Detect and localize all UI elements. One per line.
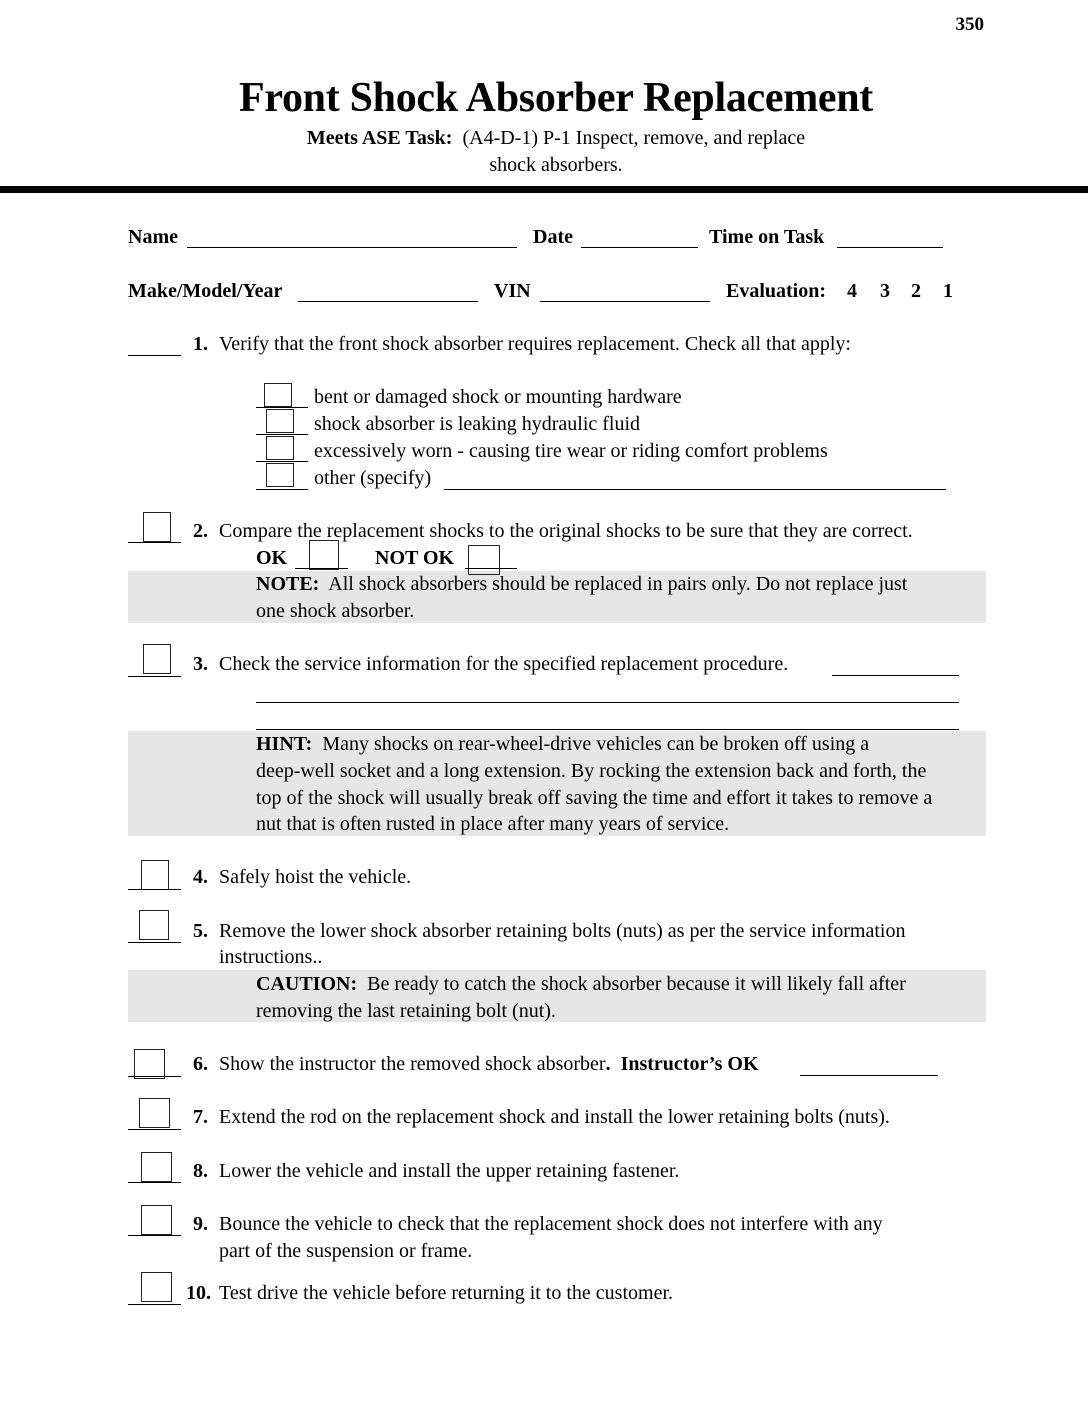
option-underline [256, 489, 308, 490]
evaluation-score-1[interactable]: 1 [943, 280, 953, 302]
procedure-field-line-3[interactable] [256, 729, 959, 730]
make-model-year-label: Make/Model/Year [128, 280, 283, 302]
option-label: excessively worn - causing tire wear or riding comfort problems [314, 440, 828, 462]
caution-text [256, 973, 906, 996]
option-underline [256, 434, 308, 435]
step-4-checkbox[interactable] [141, 860, 169, 890]
step-10-checkbox[interactable] [141, 1272, 172, 1302]
step-10-number: 10. [186, 1282, 211, 1304]
step-7-number: 7. [193, 1106, 208, 1128]
instructor-ok-field[interactable] [800, 1075, 938, 1076]
step-1-blank[interactable] [128, 355, 181, 356]
option-label: bent or damaged shock or mounting hardware [314, 386, 682, 408]
step-6-number: 6. [193, 1053, 208, 1075]
step-5-underline [128, 942, 181, 943]
step-9-underline [128, 1235, 181, 1236]
caution-line: Be ready to catch the shock absorber because it will likely fall after [367, 973, 906, 995]
ase-task [0, 125, 1088, 179]
option-underline [256, 407, 308, 408]
evaluation-score-2[interactable]: 2 [911, 280, 921, 302]
option-label: other (specify) [314, 467, 432, 489]
hint-line: nut that is often rusted in place after many years of service. [256, 813, 730, 835]
step-4-text: Safely hoist the vehicle. [219, 866, 412, 888]
hint-text [256, 733, 869, 756]
step-10-text: Test drive the vehicle before returning it to the customer. [219, 1282, 674, 1304]
step-2-number: 2. [193, 520, 208, 542]
step-8-text: Lower the vehicle and install the upper retaining fastener. [219, 1160, 680, 1182]
hint-line: deep-well socket and a long extension. By rocking the extension back and forth, the [256, 760, 927, 782]
note-text-2: one shock absorber. [256, 600, 415, 622]
ase-task-text: (A4-D-1) P-1 Inspect, remove, and replace [462, 127, 806, 149]
step-8-underline [128, 1182, 181, 1183]
step-3-text: Check the service information for the specified replacement procedure. [219, 653, 789, 675]
page-number: 350 [955, 14, 984, 35]
ok-label: OK [256, 547, 288, 569]
option-underline [256, 461, 308, 462]
hint-line: Many shocks on rear-wheel-drive vehicles can be broken off using a [322, 733, 870, 755]
step-7-text: Extend the rod on the replacement shock and install the lower retaining bolts (nuts). [219, 1106, 890, 1128]
option-label: shock absorber is leaking hydraulic fluid [314, 413, 641, 435]
page-title: Front Shock Absorber Replacement [239, 75, 873, 121]
option-checkbox[interactable] [264, 383, 292, 407]
time-on-task-field[interactable] [837, 247, 943, 248]
instructor-ok-label: Instructor’s OK [620, 1053, 759, 1075]
note-text [256, 573, 907, 596]
time-on-task-label: Time on Task [709, 226, 825, 248]
step-5-number: 5. [193, 920, 208, 942]
step-1-text: Verify that the front shock absorber requires replacement. Check all that apply: [219, 333, 851, 355]
name-label: Name [128, 226, 178, 248]
step-3-number: 3. [193, 653, 208, 675]
step-6-text-main: Show the instructor the removed shock absorber [219, 1053, 606, 1075]
step-8-checkbox[interactable] [141, 1152, 172, 1182]
step-8-number: 8. [193, 1160, 208, 1182]
ok-checkbox[interactable] [309, 540, 339, 570]
note-line: All shock absorbers should be replaced in pairs only. Do not replace just [328, 573, 908, 595]
step-2-text: Compare the replacement shocks to the original shocks to be sure that they are correct. [219, 520, 913, 542]
hint-label: HINT: [256, 733, 313, 755]
step-10-underline [128, 1304, 181, 1305]
step-6-underline [128, 1076, 181, 1077]
step-5-checkbox[interactable] [139, 910, 169, 940]
step-6-checkbox[interactable] [134, 1049, 165, 1079]
step-2-underline [128, 542, 181, 543]
note-label: NOTE: [256, 573, 320, 595]
not-ok-label: NOT OK [375, 547, 455, 569]
other-specify-field[interactable] [444, 489, 946, 490]
date-field[interactable] [581, 247, 698, 248]
step-7-underline [128, 1129, 181, 1130]
evaluation-score-3[interactable]: 3 [880, 280, 890, 302]
step-5-text-2: instructions.. [219, 946, 323, 968]
name-field[interactable] [187, 247, 517, 248]
step-3-checkbox[interactable] [143, 644, 171, 674]
vin-label: VIN [494, 280, 531, 302]
step-4-number: 4. [193, 866, 208, 888]
not-ok-underline [465, 568, 517, 569]
step-9-checkbox[interactable] [141, 1205, 172, 1235]
vin-field[interactable] [540, 301, 710, 302]
step-9-text-2: part of the suspension or frame. [219, 1240, 473, 1262]
header-divider [0, 186, 1088, 193]
ase-task-label: Meets ASE Task: [306, 127, 453, 149]
step-9-text: Bounce the vehicle to check that the replacement shock does not interfere with any [219, 1213, 883, 1235]
date-label: Date [533, 226, 573, 248]
step-5-text: Remove the lower shock absorber retaining bolts (nuts) as per the service information [219, 920, 906, 942]
option-checkbox[interactable] [266, 436, 294, 460]
step-1-number: 1. [193, 333, 208, 355]
option-checkbox[interactable] [266, 409, 294, 433]
evaluation-score-4[interactable]: 4 [847, 280, 857, 302]
make-model-year-field[interactable] [298, 301, 478, 302]
step-9-number: 9. [193, 1213, 208, 1235]
caution-line: removing the last retaining bolt (nut). [256, 1000, 556, 1022]
option-checkbox[interactable] [266, 463, 294, 487]
step-7-checkbox[interactable] [139, 1098, 170, 1128]
procedure-field[interactable] [832, 675, 959, 676]
step-6-text: Show the instructor the removed shock absorber. Instructor’s OK [219, 1053, 759, 1075]
hint-line: top of the shock will usually break off saving the time and effort it takes to remove a [256, 787, 933, 809]
procedure-field-line-2[interactable] [256, 702, 959, 703]
evaluation-label: Evaluation: [726, 280, 827, 302]
step-4-underline [128, 889, 181, 890]
caution-label: CAUTION: [256, 973, 358, 995]
step-3-underline [128, 676, 181, 677]
ase-task-text-2: shock absorbers. [489, 154, 623, 176]
ok-underline [295, 568, 348, 569]
step-2-checkbox[interactable] [143, 512, 171, 542]
not-ok-checkbox[interactable] [468, 545, 500, 575]
